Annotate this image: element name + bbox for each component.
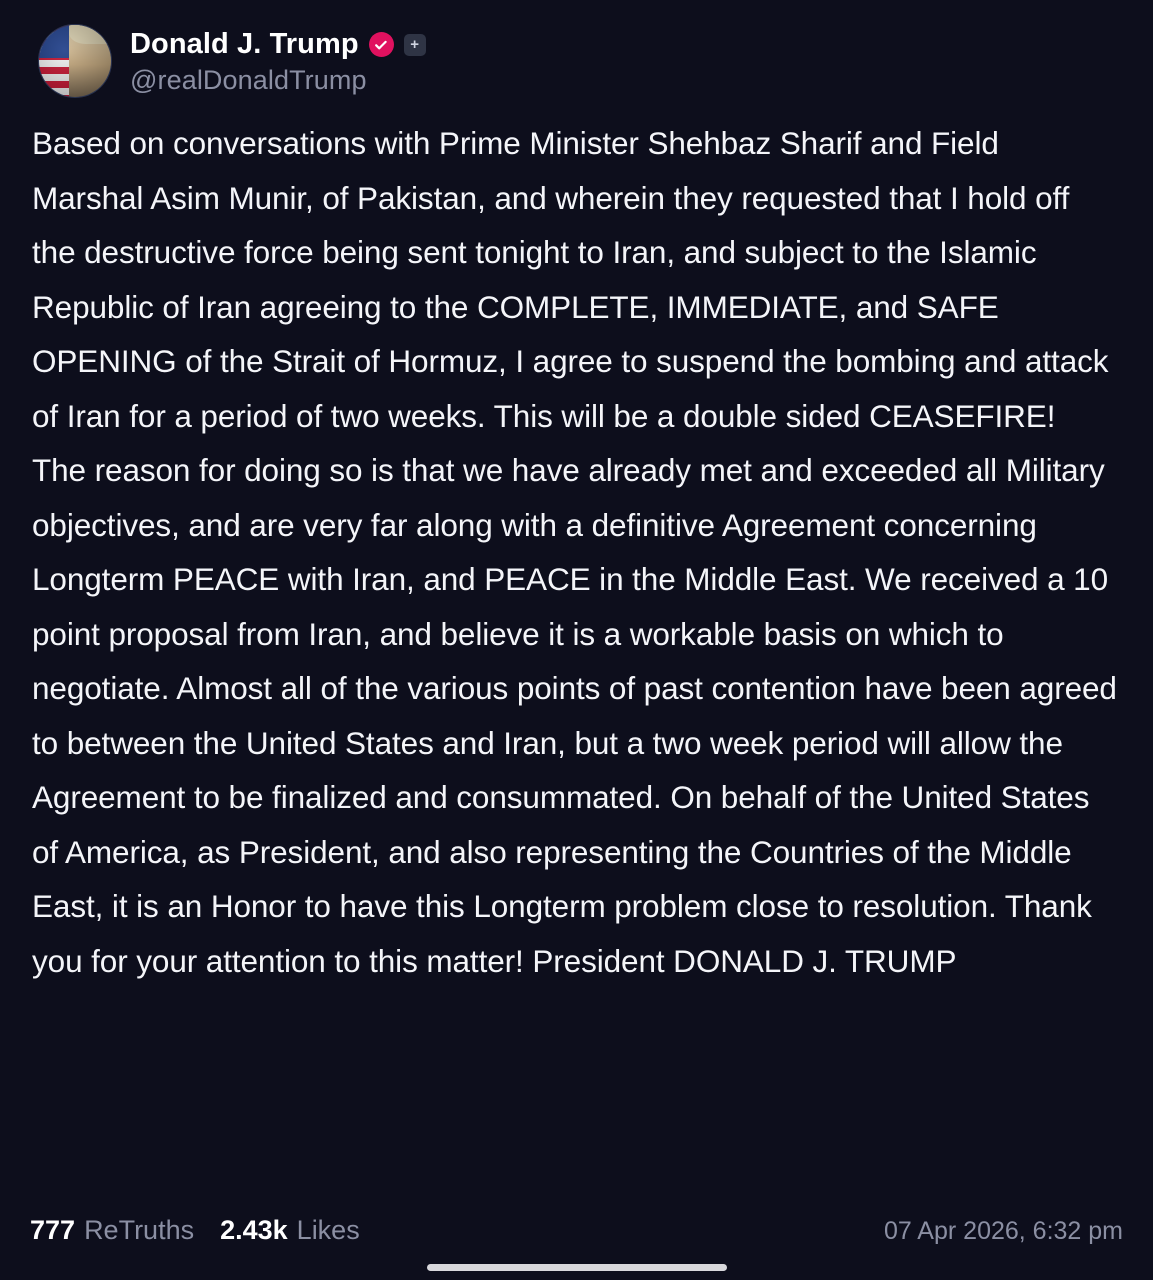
avatar-shading xyxy=(39,25,111,97)
home-indicator[interactable] xyxy=(427,1264,727,1271)
likes-label: Likes xyxy=(296,1215,360,1245)
likes-stat[interactable] xyxy=(220,1215,360,1246)
post-header xyxy=(30,24,1123,98)
post-body-text: Based on conversations with Prime Minister Shehbaz Sharif and Field Marshal Asim Munir, of Pakistan, and wherein they requested that I hold off the destructive force being sent tonight to Iran, and subject to the Islamic Republic of Iran agreeing to the COMPLETE, IMMEDIATE, and SAFE OPENING of the Strait of Hormuz, I agree to suspend the bombing and attack of Iran for a period of two weeks. This will be a double sided CEASEFIRE! The reason for doing so is that we have already met and exceeded all Military objectives, and are very far along with a definitive Agreement concerning Longterm PEACE with Iran, and PEACE in the Middle East. We received a 10 point proposal from Iran, and believe it is a workable basis on which to negotiate. Almost all of the various points of past contention have been agreed to between the United States and Iran, but a two week period will allow the Agreement to be finalized and consummated. On behalf of the United States of America, as President, and also representing the Countries of the Middle East, it is an Honor to have this Longterm problem close to resolution. Thank you for your attention to this matter! President DONALD J. TRUMP xyxy=(32,125,1117,979)
author-name-block xyxy=(130,24,426,96)
post-timestamp: 07 Apr 2026, 6:32 pm xyxy=(883,1217,1123,1245)
likes-count: 2.43k xyxy=(220,1215,288,1245)
avatar[interactable] xyxy=(38,24,112,98)
author-handle[interactable]: @realDonaldTrump xyxy=(130,65,367,95)
retruths-label: ReTruths xyxy=(84,1215,195,1245)
author-name-row xyxy=(130,28,426,61)
plus-badge-icon: + xyxy=(404,34,426,56)
post-stats xyxy=(30,1215,360,1246)
retruths-count: 777 xyxy=(30,1215,76,1245)
post-footer xyxy=(30,1215,1123,1246)
author-display-name[interactable]: Donald J. Trump xyxy=(130,28,359,60)
retruths-stat[interactable] xyxy=(30,1215,194,1246)
verified-check-icon xyxy=(369,32,394,57)
